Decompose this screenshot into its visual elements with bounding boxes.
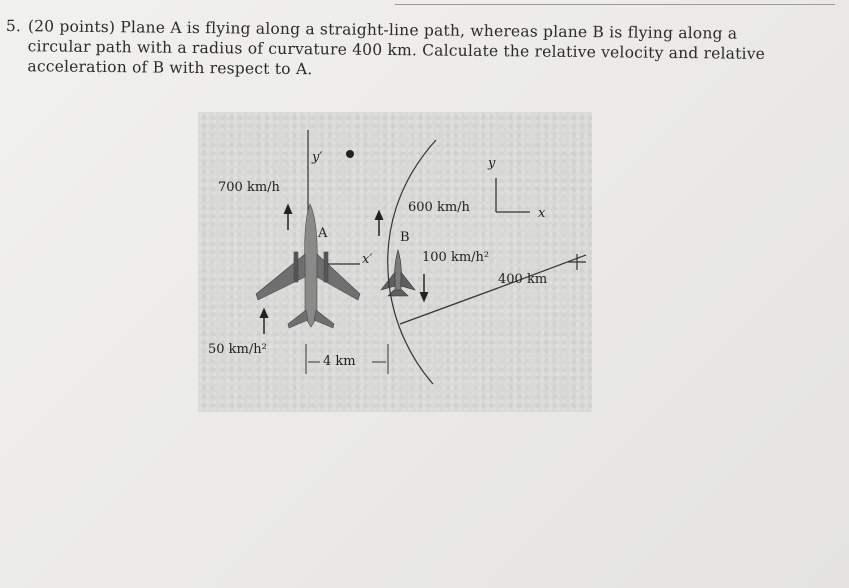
problem-line-1: (20 points) Plane A is flying along a straight-line path, whereas plane B is flying along a <box>27 17 738 43</box>
plane-a-label: A <box>318 226 328 241</box>
plane-b-icon <box>381 250 415 296</box>
dot-mark <box>346 150 354 158</box>
radius-label: 400 km <box>498 272 548 287</box>
acceleration-a-label: 50 km/h² <box>208 342 267 357</box>
distance-label: 4 km <box>323 354 356 369</box>
problem-number: 5. <box>5 16 22 36</box>
problem-line-2: circular path with a radius of curvature 400 km. Calculate the relative velocity and relative <box>27 37 766 63</box>
plane-b-label: B <box>400 230 410 245</box>
top-rule <box>395 4 835 5</box>
acceleration-b-label: 100 km/h² <box>422 250 490 265</box>
plane-a-icon <box>256 204 360 328</box>
x-prime-label: x′ <box>362 252 373 267</box>
speed-a-label: 700 km/h <box>218 180 280 195</box>
problem-line-3: acceleration of B with respect to A. <box>27 57 313 79</box>
speed-b-label: 600 km/h <box>408 200 470 215</box>
y-axis-label: y <box>488 156 496 171</box>
figure-graphics <box>198 112 592 412</box>
y-prime-label: y′ <box>312 150 323 165</box>
radius-line <box>400 288 498 324</box>
figure-diagram <box>198 112 592 412</box>
x-axis-label: x <box>538 206 546 221</box>
problem-statement <box>5 16 796 84</box>
